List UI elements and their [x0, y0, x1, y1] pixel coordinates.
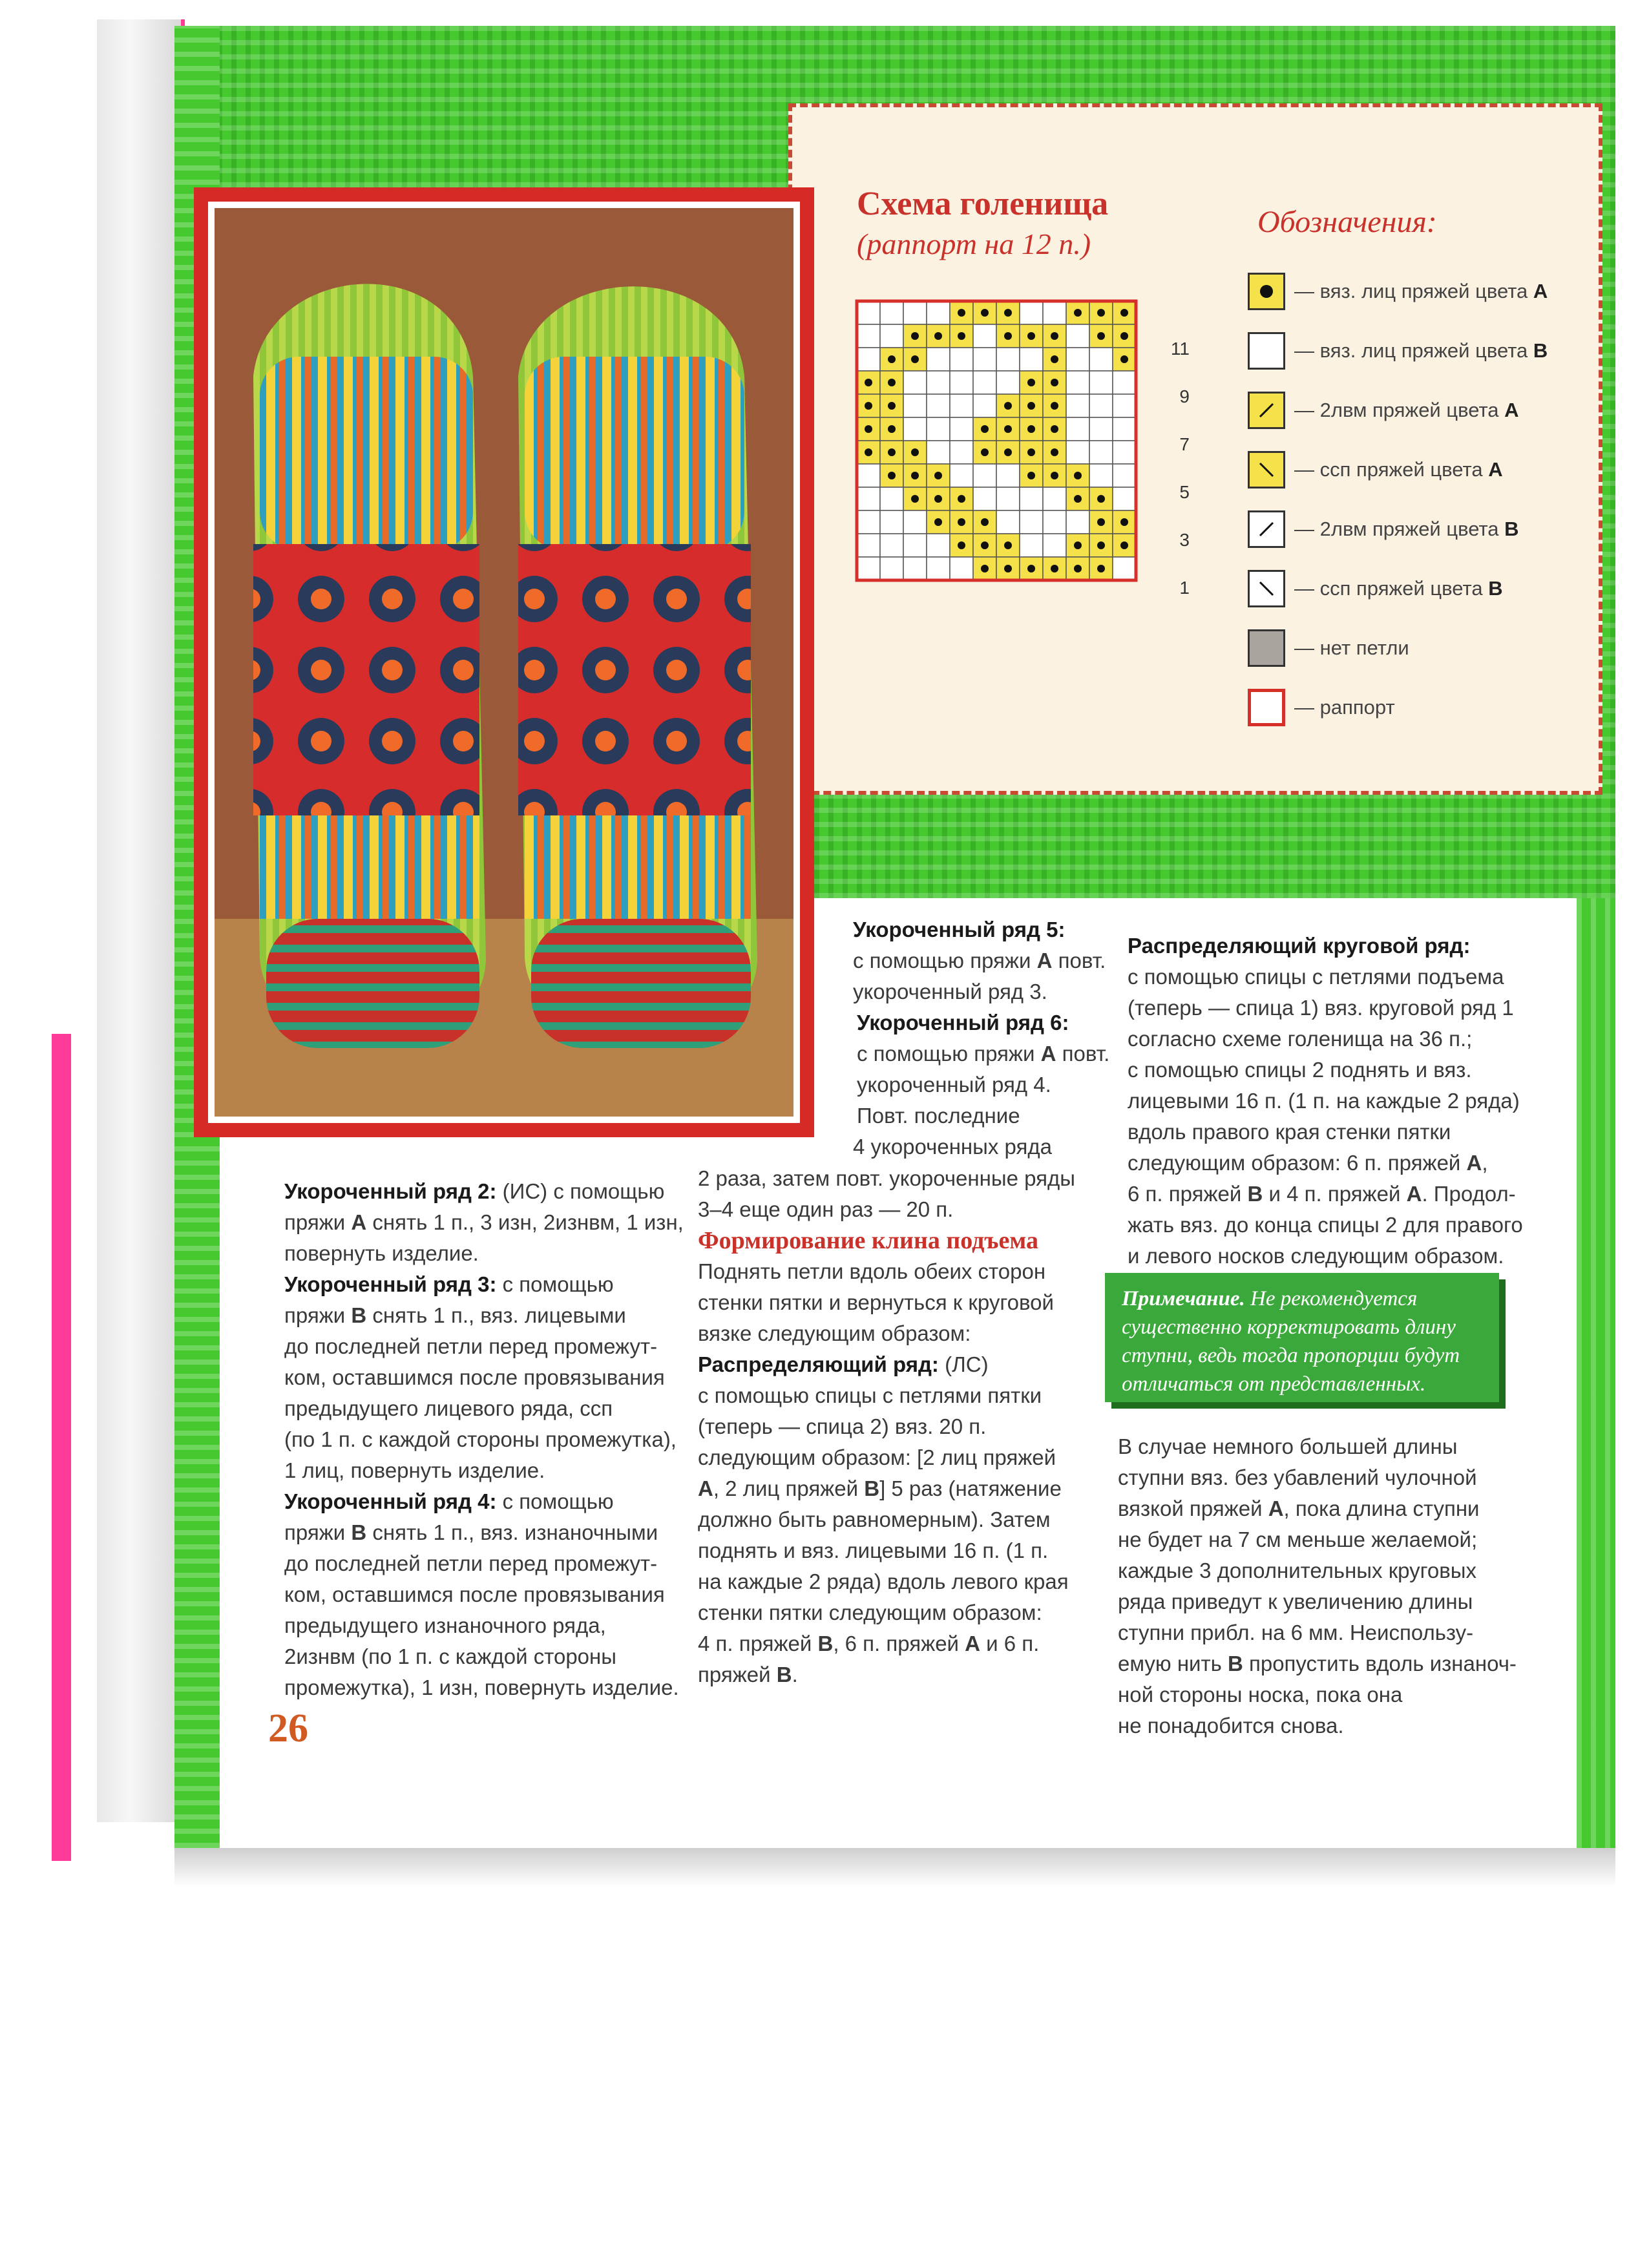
legend-text: — вяз. лиц пряжей цвета	[1294, 339, 1533, 362]
chart-cell	[1020, 510, 1043, 534]
chart-cell-dot	[865, 448, 872, 456]
chart-cell-dot	[934, 518, 942, 526]
chart-cell	[1020, 348, 1043, 371]
chart-cell-dot	[1097, 541, 1105, 549]
chart-cell	[857, 487, 880, 510]
chart-cell-dot	[888, 448, 896, 456]
chart-cell	[1066, 371, 1089, 394]
row-number: 5	[1179, 482, 1190, 502]
row-number: 3	[1179, 530, 1190, 550]
yarn-letter: A	[1036, 949, 1053, 972]
chart-cell-dot	[1027, 425, 1035, 433]
note-box	[1105, 1273, 1499, 1402]
body-text: с помощью	[496, 1489, 614, 1513]
body-text: , 2 лиц пряжей	[713, 1476, 865, 1500]
chart-cell	[903, 301, 927, 324]
chart-cell	[880, 324, 903, 348]
chart-cell	[1020, 534, 1043, 557]
chart-cell-dot	[1004, 332, 1012, 340]
chart-cell	[950, 441, 973, 464]
chart-cell-dot	[981, 448, 989, 456]
chart-cell	[1066, 441, 1089, 464]
body-text: вязке следующим образом:	[698, 1321, 971, 1345]
legend-text: — раппорт	[1294, 696, 1395, 719]
body-text: до последней петли перед промежут-	[284, 1551, 658, 1575]
text-column-right	[1128, 930, 1541, 1272]
legend-item	[1248, 328, 1548, 373]
yarn-letter: B	[1488, 577, 1503, 600]
text-column-left	[284, 1176, 685, 1703]
yarn-letter: B	[351, 1520, 367, 1544]
text-column-right-bottom	[1118, 1431, 1531, 1741]
chart-cell-dot	[1074, 495, 1082, 503]
chart-cell-dot	[1004, 448, 1012, 456]
chart-cell	[973, 371, 996, 394]
body-text: вдоль правого края стенки пятки	[1128, 1120, 1451, 1144]
body-text: ной стороны носка, пока она	[1118, 1683, 1403, 1706]
chart-cell	[1066, 417, 1089, 441]
chart-cell	[880, 510, 903, 534]
body-text: на каждые 2 ряда) вдоль левого края	[698, 1570, 1069, 1593]
chart-cell	[1066, 348, 1089, 371]
chart-cell	[927, 557, 950, 580]
body-text: повернуть изделие.	[284, 1241, 479, 1265]
chart-cell-dot	[911, 495, 919, 503]
chart-cell	[973, 394, 996, 417]
chart-cell	[1113, 464, 1136, 487]
row3-title: Укороченный ряд 3:	[284, 1272, 497, 1296]
chart-cell	[1020, 487, 1043, 510]
chart-cell-dot	[981, 518, 989, 526]
gray-square-icon	[1248, 629, 1285, 667]
body-text: 3–4 еще один раз — 20 п.	[698, 1197, 954, 1221]
legend-title: Обозначения:	[1257, 205, 1437, 239]
body-text: промежутка), 1 изн, повернуть изделие.	[284, 1675, 679, 1699]
body-text: 6 п. пряжей	[1128, 1182, 1248, 1206]
chart-cell	[1113, 394, 1136, 417]
yarn-letter: A	[1466, 1151, 1482, 1175]
chart-cell	[1066, 510, 1089, 534]
legend-text: — вяз. лиц пряжей цвета	[1294, 280, 1533, 302]
chart-cell-dot	[1097, 332, 1105, 340]
chart-cell	[857, 534, 880, 557]
chart-cell-dot	[1120, 355, 1128, 363]
chart-cell	[1066, 394, 1089, 417]
note-text: Не рекомендуется существенно корректировать длину ступни, ведь тогда пропорции будут отличаться от представленных.	[1122, 1287, 1460, 1396]
body-text: ком, оставшимся после провязывания	[284, 1582, 665, 1606]
body-text: с помощью спицы с петлями пятки	[698, 1383, 1042, 1407]
body-text: ком, оставшимся после провязывания	[284, 1365, 665, 1389]
legend-item	[1248, 566, 1503, 611]
chart-cell-dot	[1120, 309, 1128, 317]
knitting-chart-grid	[850, 295, 1148, 598]
chart-cell-dot	[888, 355, 896, 363]
body-text: 4 п. пряжей	[698, 1632, 818, 1655]
chart-cell	[950, 394, 973, 417]
chart-cell-dot	[1051, 565, 1058, 572]
body-text: В случае немного большей длины	[1118, 1434, 1458, 1458]
chart-cell	[996, 464, 1020, 487]
chart-cell-dot	[1097, 309, 1105, 317]
chart-cell-dot	[1120, 541, 1128, 549]
body-text: , 6 п. пряжей	[833, 1632, 965, 1655]
magazine-spine	[97, 19, 185, 1822]
body-text: с помощью спицы 2 поднять и вяз.	[1128, 1058, 1472, 1082]
chart-cell-dot	[865, 425, 872, 433]
yarn-letter: B	[864, 1476, 880, 1500]
dot-icon	[1248, 273, 1285, 310]
chart-cell	[1113, 417, 1136, 441]
chart-cell	[973, 324, 996, 348]
body-text: ] 5 раз (натяжение	[879, 1476, 1062, 1500]
chart-cell-dot	[1051, 425, 1058, 433]
yarn-letter: A	[698, 1476, 713, 1500]
chart-cell-dot	[865, 402, 872, 410]
body-text: пряжей	[698, 1663, 777, 1686]
chart-cell-dot	[1120, 518, 1128, 526]
row2-title: Укороченный ряд 2:	[284, 1179, 497, 1203]
chart-cell	[880, 301, 903, 324]
yellow-slash-icon	[1248, 392, 1285, 429]
body-text: 2 раза, затем повт. укороченные ряды	[698, 1166, 1075, 1190]
yarn-letter: B	[1533, 339, 1548, 362]
chart-cell	[903, 510, 927, 534]
distribution-row-title: Распределяющий ряд:	[698, 1352, 939, 1376]
chart-cell-dot	[981, 425, 989, 433]
round-row-title: Распределяющий круговой ряд:	[1128, 934, 1471, 958]
yarn-letter: A	[1504, 399, 1519, 421]
body-text: с помощью пряжи	[857, 1042, 1035, 1066]
chart-subtitle: (раппорт на 12 п.)	[857, 227, 1091, 260]
chart-cell-dot	[958, 309, 965, 317]
magazine-page	[174, 26, 1615, 1848]
yellow-backslash-icon	[1248, 451, 1285, 488]
knit-pattern-right-strip	[1577, 898, 1615, 1848]
chart-cell	[1089, 417, 1113, 441]
row-number: 1	[1179, 578, 1190, 598]
chart-cell	[927, 348, 950, 371]
body-text: пропустить вдоль изнаноч-	[1243, 1652, 1517, 1675]
legend-text: — ссп пряжей цвета	[1294, 577, 1489, 600]
chart-cell	[903, 394, 927, 417]
body-text: жать вяз. до конца спицы 2 для правого	[1128, 1213, 1523, 1237]
chart-cell	[1089, 464, 1113, 487]
body-text: пряжи	[284, 1303, 352, 1327]
chart-cell-dot	[1004, 541, 1012, 549]
body-text: следующим образом: 6 п. пряжей	[1128, 1151, 1467, 1175]
body-text: и 4 п. пряжей	[1263, 1182, 1407, 1206]
chart-cell-dot	[1027, 379, 1035, 386]
chart-cell	[927, 301, 950, 324]
chart-cell-dot	[911, 332, 919, 340]
body-text: 4 укороченных ряда	[853, 1135, 1053, 1159]
chart-cell	[927, 534, 950, 557]
chart-cell	[973, 348, 996, 371]
chart-cell	[903, 417, 927, 441]
note-label: Примечание.	[1122, 1287, 1245, 1310]
chart-cell-dot	[1004, 402, 1012, 410]
chart-cell-dot	[888, 472, 896, 479]
magazine-edge-pink	[52, 1034, 71, 1861]
body-text: (теперь — спица 1) вяз. круговой ряд 1	[1128, 996, 1514, 1020]
chart-cell	[1089, 348, 1113, 371]
chart-cell-dot	[1074, 472, 1082, 479]
yarn-letter: B	[1227, 1652, 1243, 1675]
body-text: и левого носков следующим образом.	[1128, 1244, 1504, 1268]
body-text: не будет на 7 см меньше желаемой;	[1118, 1528, 1478, 1551]
chart-cell-dot	[1120, 332, 1128, 340]
body-text: с помощью спицы с петлями подъема	[1128, 965, 1504, 989]
chart-cell-dot	[1027, 565, 1035, 572]
chart-cell	[1020, 301, 1043, 324]
chart-panel	[788, 103, 1602, 795]
yarn-letter: B	[776, 1663, 792, 1686]
body-text: каждые 3 дополнительных круговых	[1118, 1559, 1477, 1582]
chart-cell	[857, 348, 880, 371]
chart-cell-dot	[888, 425, 896, 433]
chart-cell-dot	[1051, 472, 1058, 479]
body-text: стенки пятки следующим образом:	[698, 1601, 1042, 1624]
body-text: следующим образом: [2 лиц пряжей	[698, 1445, 1056, 1469]
body-text: ступни прибл. на 6 мм. Неиспользу-	[1118, 1621, 1474, 1644]
chart-cell-dot	[865, 379, 872, 386]
chart-cell-dot	[1097, 518, 1105, 526]
chart-cell	[880, 557, 903, 580]
body-text: (теперь — спица 2) вяз. 20 п.	[698, 1414, 987, 1438]
chart-cell-dot	[888, 402, 896, 410]
socks-photo	[208, 202, 800, 1123]
chart-cell	[950, 417, 973, 441]
chart-cell	[996, 371, 1020, 394]
chart-cell-dot	[934, 472, 942, 479]
yarn-letter: A	[965, 1632, 980, 1655]
legend-text: — ссп пряжей цвета	[1294, 458, 1489, 481]
page-number: 26	[268, 1706, 308, 1750]
chart-cell-dot	[1027, 448, 1035, 456]
chart-cell	[950, 557, 973, 580]
chart-cell-dot	[958, 332, 965, 340]
row6-title: Укороченный ряд 6:	[857, 1011, 1069, 1034]
grid-cells	[857, 301, 1136, 580]
chart-cell	[973, 464, 996, 487]
body-text: пряжи	[284, 1520, 352, 1544]
chart-cell-dot	[1051, 402, 1058, 410]
socks-illustration	[215, 208, 793, 1117]
body-text: стенки пятки и вернуться к круговой	[698, 1290, 1054, 1314]
chart-cell	[857, 557, 880, 580]
chart-cell-dot	[1097, 495, 1105, 503]
body-text: емую нить	[1118, 1652, 1228, 1675]
chart-cell-dot	[1004, 425, 1012, 433]
chart-cell	[1089, 394, 1113, 417]
photo-frame	[194, 187, 814, 1137]
white-slash-icon	[1248, 510, 1285, 548]
chart-cell	[880, 534, 903, 557]
chart-cell	[927, 394, 950, 417]
chart-cell-dot	[1051, 379, 1058, 386]
chart-cell	[1043, 510, 1066, 534]
chart-cell	[1113, 487, 1136, 510]
yarn-letter: B	[817, 1632, 834, 1655]
chart-cell-dot	[981, 565, 989, 572]
chart-cell-dot	[1074, 309, 1082, 317]
body-text: повт.	[1052, 949, 1106, 972]
page-shadow	[174, 1848, 1615, 1887]
legend-text: — 2лвм пряжей цвета	[1294, 518, 1505, 540]
body-text: должно быть равномерным). Затем	[698, 1507, 1051, 1531]
yarn-letter: A	[351, 1210, 367, 1234]
chart-cell-dot	[1051, 448, 1058, 456]
chart-cell	[996, 487, 1020, 510]
chart-cell	[996, 510, 1020, 534]
row4-title: Укороченный ряд 4:	[284, 1489, 497, 1513]
legend-text: — 2лвм пряжей цвета	[1294, 399, 1505, 421]
body-text: согласно схеме голенища на 36 п.;	[1128, 1027, 1473, 1051]
chart-cell-dot	[958, 518, 965, 526]
chart-cell	[973, 487, 996, 510]
body-text: ,	[1482, 1151, 1488, 1175]
chart-cell-dot	[1004, 309, 1012, 317]
body-text: ряда приведут к увеличению длины	[1118, 1590, 1473, 1613]
chart-cell-dot	[934, 332, 942, 340]
chart-cell	[927, 441, 950, 464]
wedge-section-heading: Формирование клина подъема	[698, 1227, 1039, 1254]
row-number: 11	[1170, 339, 1190, 359]
chart-cell	[880, 487, 903, 510]
body-text: (ЛС)	[938, 1352, 989, 1376]
chart-cell-dot	[981, 541, 989, 549]
chart-cell-dot	[958, 495, 965, 503]
chart-cell	[927, 417, 950, 441]
chart-cell-dot	[911, 472, 919, 479]
body-text: до последней петли перед промежут-	[284, 1334, 658, 1358]
chart-cell	[996, 348, 1020, 371]
row5-title: Укороченный ряд 5:	[853, 918, 1066, 941]
legend-item	[1248, 685, 1395, 730]
chart-cell-dot	[1027, 402, 1035, 410]
chart-cell-dot	[1097, 565, 1105, 572]
chart-cell-dot	[1027, 472, 1035, 479]
chart-cell	[903, 371, 927, 394]
chart-cell	[1113, 441, 1136, 464]
chart-cell	[903, 557, 927, 580]
body-text: 2изнвм (по 1 п. с каждой стороны	[284, 1644, 616, 1668]
body-text: предыдущего лицевого ряда, ссп	[284, 1396, 613, 1420]
chart-cell-dot	[1074, 565, 1082, 572]
body-text: (ИС) с помощью	[496, 1179, 665, 1203]
body-text: с помощью пряжи	[853, 949, 1031, 972]
chart-cell-dot	[1051, 332, 1058, 340]
body-text: ступни вяз. без убавлений чулочной	[1118, 1465, 1477, 1489]
chart-cell-dot	[888, 379, 896, 386]
chart-cell-dot	[1051, 355, 1058, 363]
empty-square-icon	[1248, 332, 1285, 370]
chart-cell	[927, 371, 950, 394]
chart-cell	[950, 348, 973, 371]
legend-item	[1248, 269, 1548, 314]
body-text: снять 1 п., 3 изн, 2изнвм, 1 изн,	[366, 1210, 684, 1234]
body-text: вязкой пряжей	[1118, 1496, 1268, 1520]
body-text: .	[792, 1663, 798, 1686]
chart-cell	[857, 510, 880, 534]
body-text: снять 1 п., вяз. лицевыми	[366, 1303, 626, 1327]
chart-cell	[950, 371, 973, 394]
chart-cell	[903, 534, 927, 557]
chart-cell	[950, 464, 973, 487]
chart-cell	[1043, 487, 1066, 510]
body-text: , пока длина ступни	[1283, 1496, 1480, 1520]
legend-item	[1248, 507, 1519, 552]
body-text: повт.	[1056, 1042, 1110, 1066]
chart-cell	[1089, 441, 1113, 464]
chart-cell	[1113, 371, 1136, 394]
body-text: . Продол-	[1422, 1182, 1516, 1206]
yarn-letter: A	[1040, 1042, 1056, 1066]
red-frame-icon	[1248, 689, 1285, 726]
yarn-letter: A	[1533, 280, 1548, 302]
chart-title: Схема голенища	[857, 185, 1109, 222]
body-text: не понадобится снова.	[1118, 1714, 1344, 1738]
text-column-middle	[698, 1163, 1098, 1690]
body-text: предыдущего изнаночного ряда,	[284, 1613, 606, 1637]
body-text: поднять и вяз. лицевыми 16 п. (1 п.	[698, 1538, 1049, 1562]
body-text: лицевыми 16 п. (1 п. на каждые 2 ряда)	[1128, 1089, 1520, 1113]
yarn-letter: B	[1247, 1182, 1263, 1206]
yarn-letter: B	[1504, 518, 1519, 540]
body-text: снять 1 п., вяз. изнаночными	[366, 1520, 658, 1544]
chart-cell-dot	[934, 495, 942, 503]
chart-cell	[1043, 534, 1066, 557]
body-text: пряжи	[284, 1210, 352, 1234]
yarn-letter: A	[1268, 1496, 1284, 1520]
chart-cell	[1089, 371, 1113, 394]
chart-cell-dot	[1004, 565, 1012, 572]
body-text: укороченный ряд 4.	[857, 1073, 1051, 1097]
legend-item	[1248, 388, 1519, 433]
white-backslash-icon	[1248, 570, 1285, 607]
chart-cell	[857, 324, 880, 348]
chart-cell-dot	[911, 355, 919, 363]
body-text: Поднять петли вдоль обеих сторон	[698, 1259, 1046, 1283]
chart-cell-dot	[981, 309, 989, 317]
chart-cell-dot	[911, 448, 919, 456]
legend-item	[1248, 447, 1503, 492]
legend-text: — нет петли	[1294, 636, 1409, 659]
body-text: с помощью	[496, 1272, 614, 1296]
body-text: Повт. последние	[857, 1104, 1020, 1128]
chart-cell	[857, 301, 880, 324]
chart-cell	[857, 464, 880, 487]
body-text: 1 лиц, повернуть изделие.	[284, 1458, 545, 1482]
yarn-letter: A	[1488, 458, 1503, 481]
chart-cell	[1043, 301, 1066, 324]
body-text: (по 1 п. с каждой стороны промежутка),	[284, 1427, 677, 1451]
yarn-letter: A	[1406, 1182, 1422, 1206]
legend-item	[1248, 625, 1409, 671]
chart-cell-dot	[1027, 332, 1035, 340]
chart-cell-dot	[1074, 541, 1082, 549]
body-text: укороченный ряд 3.	[853, 980, 1047, 1003]
chart-cell	[1113, 557, 1136, 580]
yarn-letter: B	[351, 1303, 367, 1327]
row-number: 7	[1179, 434, 1190, 454]
chart-cell	[1066, 324, 1089, 348]
body-text: и 6 п.	[980, 1632, 1040, 1655]
chart-cell-dot	[958, 541, 965, 549]
row-number: 9	[1179, 386, 1190, 406]
